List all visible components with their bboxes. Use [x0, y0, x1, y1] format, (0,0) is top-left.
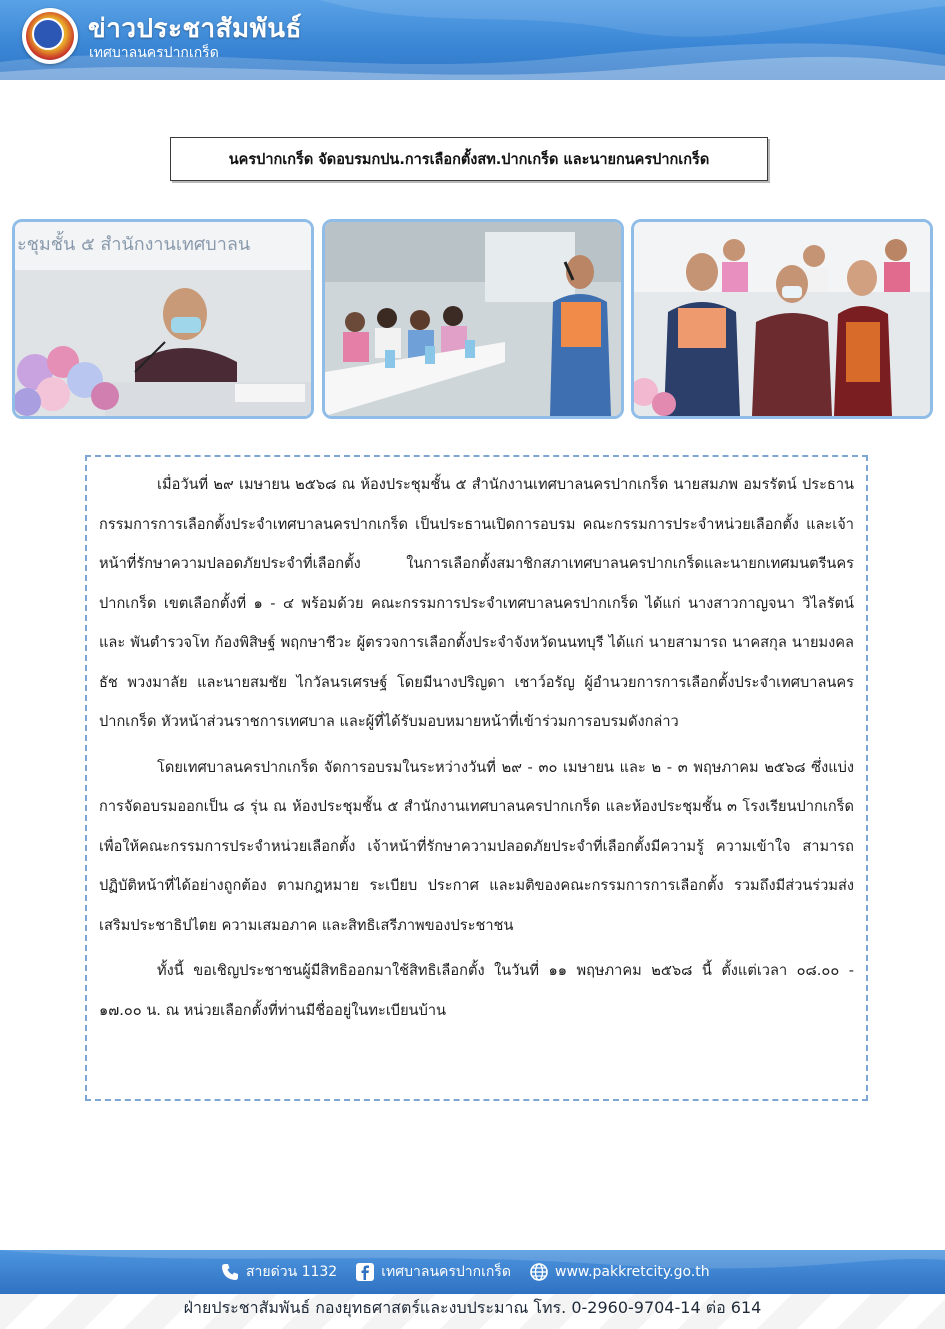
facebook-icon[interactable] — [355, 1262, 375, 1282]
website-link[interactable]: www.pakkretcity.go.th — [555, 1264, 710, 1280]
headline-text: นครปากเกร็ด จัดอบรมกปน.การเลือกตั้งสท.ปากเกร็ด และนายกนครปากเกร็ด — [228, 151, 710, 168]
header-subtitle: เทศบาลนครปากเกร็ด — [89, 45, 219, 61]
body-paragraph-1: เมื่อวันที่ ๒๙ เมษายน ๒๕๖๘ ณ ห้องประชุมชั้น ๕ สำนักงานเทศบาลนครปากเกร็ด นายสมภพ อมรรัตน์ ประธานกรรมการการเลือกตั้งประจำเทศบาลนครปากเกร็ด เป็นประธานเปิดการอบรม คณะกรรมการประจำหน่วยเลือกตั้ง และเจ้าหน้าที่รักษาความปลอดภัยประจำที่เลือกตั้ง ในการเลือกตั้งสมาชิกสภาเทศบาลนครปากเกร็ดและนายกเทศมนตรีนครปากเกร็ด เขตเลือกตั้งที่ ๑ - ๔ พร้อมด้วย คณะกรรมการประจำเทศบาลนครปากเกร็ด ได้แก่ นางสาวกาญจนา วิไลรัตน์ และ พันตำรวจโท ก้องพิสิษฐ์ พฤกษาชีวะ ผู้ตรวจการเลือกตั้งประจำจังหวัดนนทบุรี ได้แก่ นายสามารถ นาคสกุล นายมงคลธัช พวงมาลัย และนายสมชัย ไกวัลนรเศรษฐ์ โดยมีนางปริญดา เชาว์อรัญ ผู้อำนวยการการเลือกตั้งประจำเทศบาลนครปากเกร็ด หัวหน้าส่วนราชการเทศบาล และผู้ที่ได้รับมอบหมายหน้าที่เข้าร่วมการอบรมดังกล่าว — [99, 476, 854, 730]
body-paragraph-3: ทั้งนี้ ขอเชิญประชาชนผู้มีสิทธิออกมาใช้สิทธิเลือกตั้ง ในวันที่ ๑๑ พฤษภาคม ๒๕๖๘ นี้ ตั้งแต่เวลา ๐๘.๐๐ - ๑๗.๐๐ น. ณ หน่วยเลือกตั้งที่ท่านมีชื่ออยู่ในทะเบียนบ้าน — [99, 962, 854, 1019]
facebook-link[interactable]: เทศบาลนครปากเกร็ด — [381, 1264, 511, 1280]
hotline-text: สายด่วน 1132 — [246, 1264, 338, 1280]
photo-chairman-opening — [12, 219, 314, 419]
headline-box — [170, 137, 768, 181]
footer — [0, 1250, 945, 1329]
footer-links — [220, 1258, 722, 1286]
footer-contact: ฝ่ายประชาสัมพันธ์ กองยุทธศาสตร์และงบประมาณ โทร. 0-2960-9704-14 ต่อ 614 — [183, 1298, 762, 1317]
news-body — [85, 455, 868, 1101]
municipality-seal-icon — [22, 8, 78, 64]
header-title: ข่าวประชาสัมพันธ์ — [88, 14, 302, 44]
photo-backdrop-text: ะชุมชั้น ๕ สำนักงานเทศบาลน — [17, 234, 251, 255]
globe-icon — [529, 1262, 549, 1282]
photo-speaker-training — [322, 219, 624, 419]
body-paragraph-2: โดยเทศบาลนครปากเกร็ด จัดการอบรมในระหว่างวันที่ ๒๙ - ๓๐ เมษายน และ ๒ - ๓ พฤษภาคม ๒๕๖๘ ซึ่งแบ่งการจัดอบรมออกเป็น ๘ รุ่น ณ ห้องประชุมชั้น ๕ สำนักงานเทศบาลนครปากเกร็ด และห้องประชุมชั้น ๓ โรงเรียนปากเกร็ด เพื่อให้คณะกรรมการประจำหน่วยเลือกตั้ง เจ้าหน้าที่รักษาความปลอดภัยประจำที่เลือกตั้งมีความรู้ ความเข้าใจ สามารถปฏิบัติหน้าที่ได้อย่างถูกต้อง ตามกฎหมาย ระเบียบ ประกาศ และมติของคณะกรรมการการเลือกตั้ง รวมถึงมีส่วนร่วมส่งเสริมประชาธิปไตย ความเสมอภาค และสิทธิเสรีภาพของประชาชน — [99, 758, 854, 934]
header-banner — [0, 0, 945, 80]
photo-officials-seated — [631, 219, 933, 419]
phone-icon — [220, 1262, 240, 1282]
